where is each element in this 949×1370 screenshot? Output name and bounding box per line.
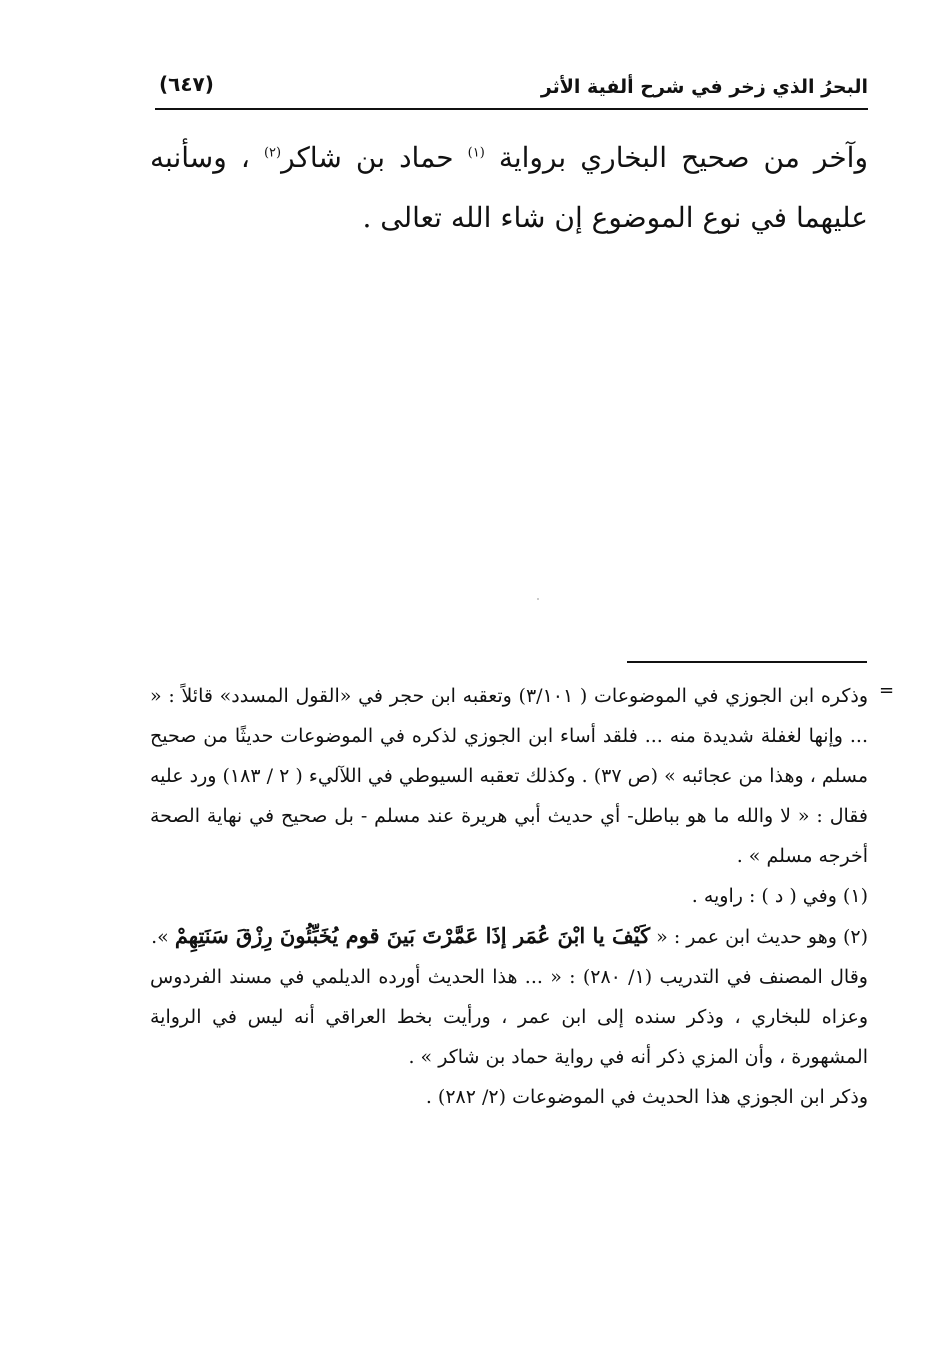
header-divider <box>155 108 868 110</box>
footnote-2-commentary: وقال المصنف في التدريب (١/ ٢٨٠) : « ... هذا الحديث أورده الديلمي في مسند الفردوس وعزاه للبخاري ، وذكر سنده إلى ابن عمر ، ورأيت بخط العراقي أنه ليس في الرواية المشهورة ، وأن المزي ذكر أنه في رواية حماد بن شاكر » . <box>150 966 868 1068</box>
footnote-2-hadith: كَيْفَ يا ابْنَ عُمَر إذَا عَمَّرْتَ بَينَ قوم يُخَبِّئُونَ رِزْقَ سَنَتِهِمْ <box>174 923 651 948</box>
page-number: (٦٤٧) <box>159 72 214 96</box>
page-header <box>155 68 868 110</box>
footnote-1: (١) وفي ( د ) : راويه . <box>691 885 868 907</box>
footnote-2 <box>150 916 868 957</box>
footnote-2-intro: (٢) وهو حديث ابن عمر : « <box>656 926 868 948</box>
main-paragraph <box>150 128 868 248</box>
footnote-2-close: ». <box>151 926 169 948</box>
continuation-mark: = <box>879 680 895 701</box>
main-text-segment: وآخر من صحيح البخاري برواية <box>498 141 868 174</box>
footnotes-section <box>150 676 868 1117</box>
main-text-segment: ، وسأنبه <box>150 141 250 174</box>
footnote-continued: وذكره ابن الجوزي في الموضوعات ( ٣/١٠١) وتعقبه ابن حجر في «القول المسدد» قائلاً : « ... وإنها لغفلة شديدة منه ... فلقد أساء ابن الجوزي لذكره في الموضوعات حديثًا من صحيح مسلم ، وهذا من عجائبه » (ص ٣٧) . وكذلك تعقبه السيوطي في اللآليء ( ٢ / ١٨٣) ورد عليه فقال : « لا والله ما هو بباطل- أي حديث أبي هريرة عند مسلم - بل صحيح في نهاية الصحة أخرجه مسلم » . <box>150 685 868 867</box>
footnote-2-last: وذكر ابن الجوزي هذا الحديث في الموضوعات (٢/ ٢٨٢) . <box>425 1086 868 1108</box>
footnote-marker-2: (٢) <box>263 145 282 161</box>
footnote-marker-1: (١) <box>467 145 485 161</box>
main-body-text <box>150 128 868 248</box>
running-title: البحرُ الذي زخر في شرح ألفية الأثر <box>540 76 868 98</box>
scan-speck <box>537 598 539 600</box>
main-text-segment: عليهما في نوع الموضوع إن شاء الله تعالى . <box>362 201 868 234</box>
footnote-divider <box>627 661 867 663</box>
main-text-segment: حماد بن شاكر <box>281 141 454 174</box>
